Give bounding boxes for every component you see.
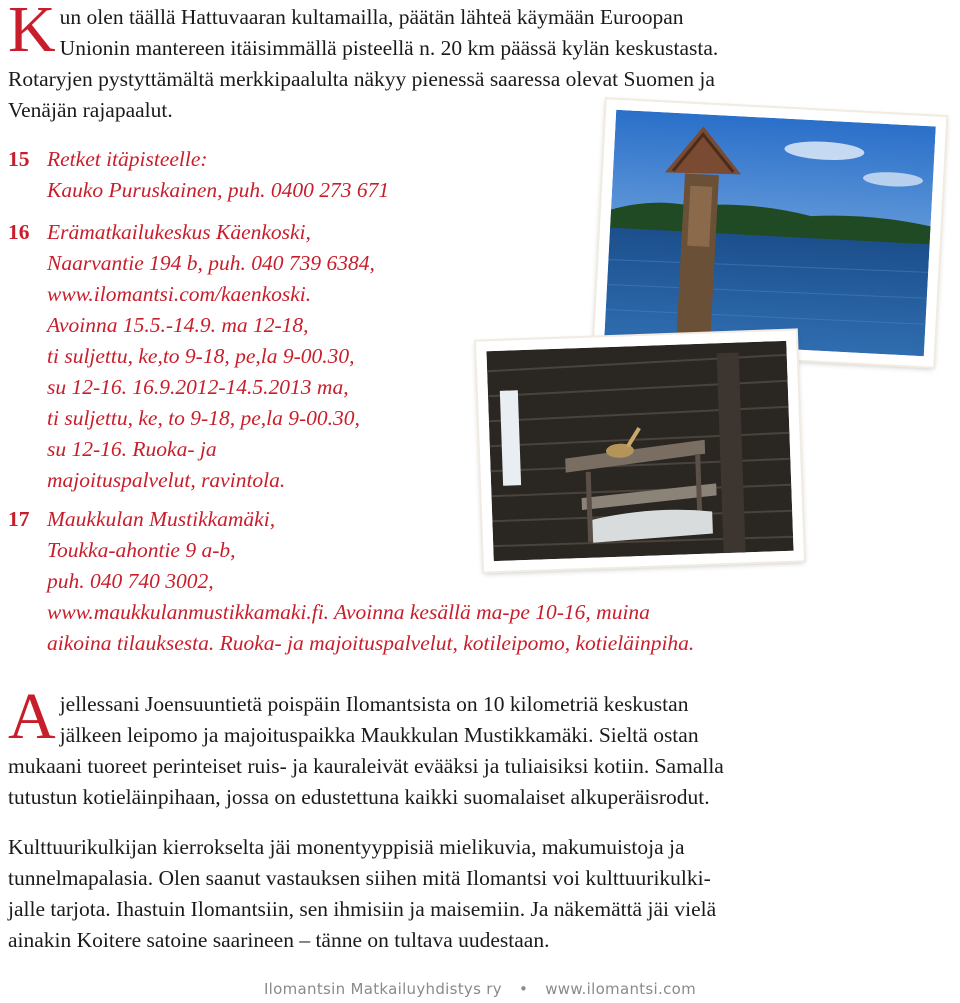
footer-separator: • xyxy=(519,980,529,998)
listing-entry-16 xyxy=(8,217,908,496)
entry-line: Toukka-ahontie 9 a-b, xyxy=(47,538,236,562)
entry-line: majoituspalvelut, ravintola. xyxy=(47,468,286,492)
bakery-paragraph xyxy=(8,680,938,813)
intro-line: un olen täällä Hattuvaaran kultamailla, päätän lähteä käymään Euroopan xyxy=(59,5,684,29)
entry-line: Naarvantie 194 b, puh. 040 739 6384, xyxy=(47,251,375,275)
listing-entry-15 xyxy=(8,144,908,206)
entry-line: ti suljettu, ke, to 9-18, pe,la 9-00.30, xyxy=(47,406,360,430)
intro-line: Unionin mantereen itäisimmällä pisteellä n. 20 km päässä kylän keskustasta. xyxy=(59,36,719,60)
intro-dropcap: K xyxy=(8,0,56,66)
entry-line: su 12-16. 16.9.2012-14.5.2013 ma, xyxy=(47,375,349,399)
entry-line: puh. 040 740 3002, xyxy=(47,569,214,593)
entry-number: 15 xyxy=(8,147,30,171)
closing-line: ainakin Koitere satoine saarineen – tänne on tultava uudestaan. xyxy=(8,928,550,952)
intro-line: Rotaryjen pystyttämältä merkkipaalulta näkyy pienessä saaressa olevat Suomen ja xyxy=(8,67,715,91)
entry-link-line[interactable]: www.maukkulanmustikkamaki.fi. Avoinna kesällä ma-pe 10-16, muina xyxy=(47,600,650,624)
footer xyxy=(0,980,960,998)
bakery-line: jellessani Joensuuntietä poispäin Ilomantsista on 10 kilometriä keskustan xyxy=(59,692,689,716)
closing-line: tunnelmapalasia. Olen saanut vastauksen siihen mitä Ilomantsi voi kulttuurikulki- xyxy=(8,866,711,890)
entry-line: Retket itäpisteelle: xyxy=(47,147,208,171)
entry-line: Kauko Puruskainen, puh. 0400 273 671 xyxy=(47,178,390,202)
entry-line: Maukkulan Mustikkamäki, xyxy=(47,507,276,531)
entry-link[interactable]: www.ilomantsi.com/kaenkoski. xyxy=(47,282,312,306)
entry-number: 16 xyxy=(8,220,30,244)
listing-entry-17 xyxy=(8,504,908,659)
entry-line: Avoinna 15.5.-14.9. ma 12-18, xyxy=(47,313,309,337)
bakery-dropcap: A xyxy=(8,680,56,753)
entry-line: Erämatkailukeskus Käenkoski, xyxy=(47,220,311,244)
entry-line: ti suljettu, ke,to 9-18, pe,la 9-00.30, xyxy=(47,344,355,368)
entry-line: su 12-16. Ruoka- ja xyxy=(47,437,217,461)
closing-line: jalle tarjota. Ihastuin Ilomantsiin, sen ihmisiin ja maisemiin. Ja näkemättä jäi vielä xyxy=(8,897,717,921)
closing-paragraph xyxy=(8,832,938,956)
bakery-line: jälkeen leipomo ja majoituspaikka Maukkulan Mustikkamäki. Sieltä ostan xyxy=(59,723,699,747)
footer-url[interactable]: www.ilomantsi.com xyxy=(545,980,697,998)
closing-line: Kulttuurikulkijan kierrokselta jäi monentyyppisiä mielikuvia, makumuistoja ja xyxy=(8,835,685,859)
bakery-line: mukaani tuoreet perinteiset ruis- ja kauraleivät evääksi ja tuliaisiksi kotiin. Samalla xyxy=(8,754,724,778)
entry-number: 17 xyxy=(8,507,30,531)
intro-paragraph xyxy=(8,2,938,126)
intro-line: Venäjän rajapaalut. xyxy=(8,98,173,122)
bakery-line: tutustun kotieläinpihaan, jossa on edustettuna kaikki suomalaiset alkuperäisrodut. xyxy=(8,785,710,809)
entry-line: aikoina tilauksesta. Ruoka- ja majoituspalvelut, kotileipomo, kotieläinpiha. xyxy=(47,631,695,655)
footer-org: Ilomantsin Matkailuyhdistys ry xyxy=(263,980,502,998)
